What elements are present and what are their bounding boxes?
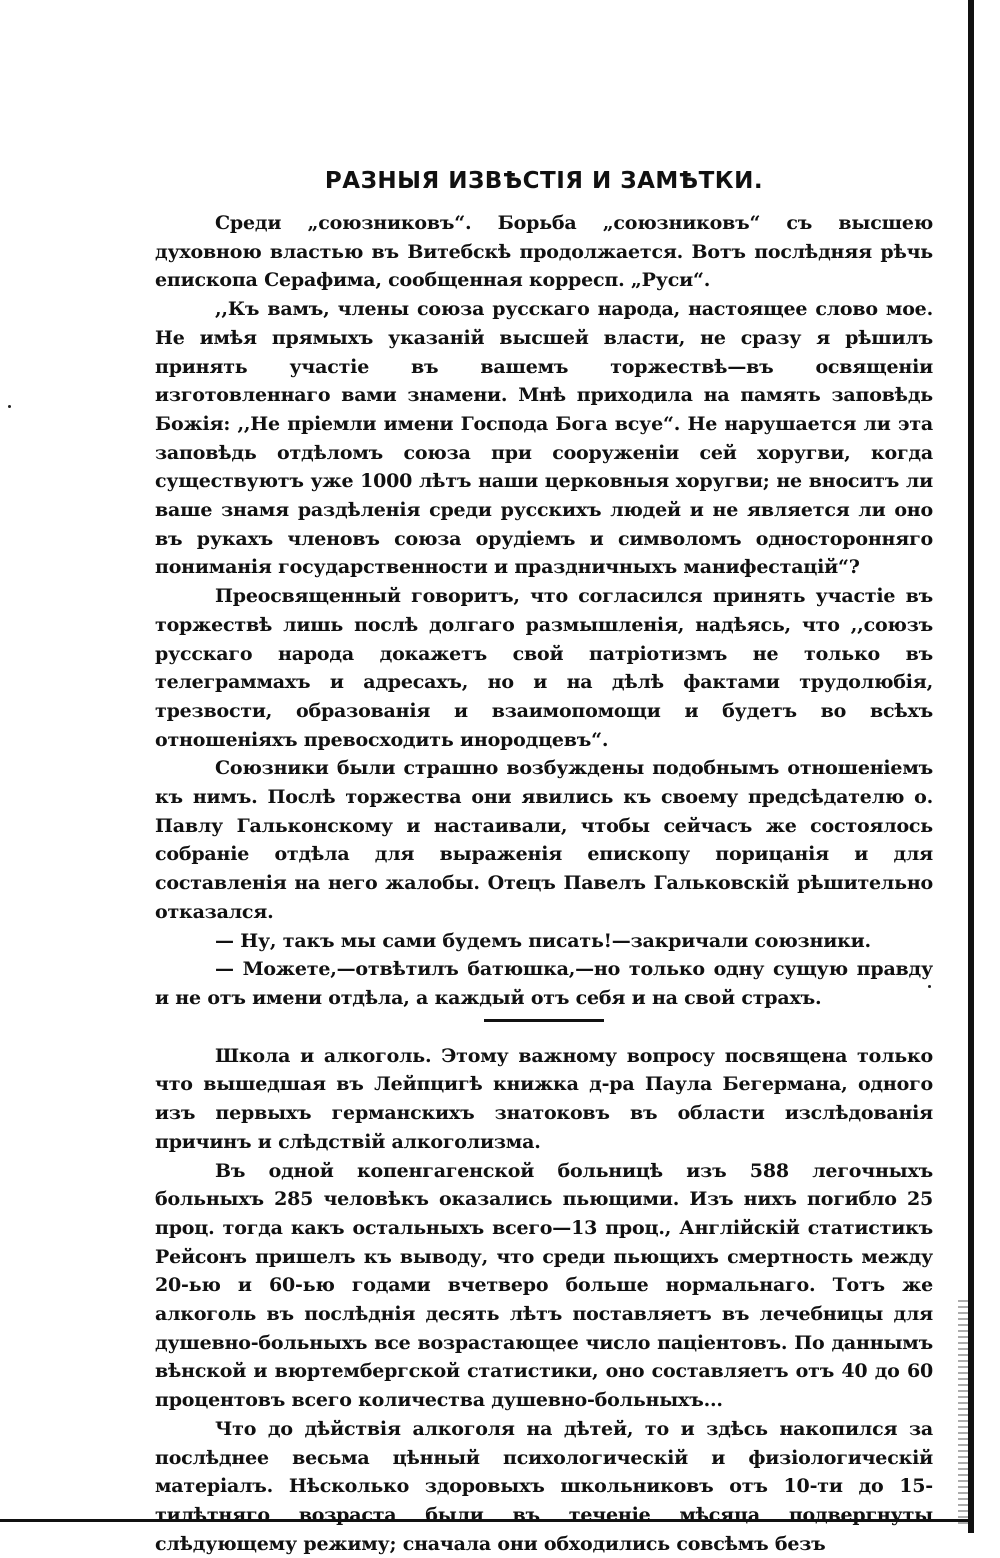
article-column xyxy=(155,165,933,1558)
section-divider xyxy=(484,1019,604,1022)
paragraph: ,,Къ вамъ, члены союза русскаго народа, настоящее слово мое. Не имѣя прямыхъ указаній высшей власти, не сразу я рѣшилъ принять участіе въ вашемъ торжествѣ—въ освященіи изготовленнаго вами знамени. Мнѣ приходила на память заповѣдь Божія: ,,Не пріемли имени Господа Бога всуе“. Не нарушается ли эта заповѣдь отдѣломъ союза при сооруженіи сей хоругви, когда существуютъ уже 1000 лѣтъ наши церковныя хоругви; не вноситъ ли ваше знамя раздѣленія среди русскихъ людей и не является ли оно въ рукахъ членовъ союза орудіемъ и символомъ односторонняго пониманія государственности и праздничныхъ манифестацій“? xyxy=(155,298,933,579)
paragraph: — Можете,—отвѣтилъ батюшка,—но только одну сущую правду и не отъ имени отдѣла, а каждый отъ себя и на свой страхъ. xyxy=(155,958,933,1009)
page-edge-rule xyxy=(968,0,974,1533)
paragraph: Школа и алкоголь. Этому важному вопросу посвящена только что вышедшая въ Лейпцигѣ книжка д-ра Паула Бегермана, одного изъ первыхъ германскихъ знатоковъ въ области изслѣдованія причинъ и слѣдствій алкоголизма. xyxy=(155,1044,933,1153)
paragraph: — Ну, такъ мы сами будемъ писать!—закричали союзники. xyxy=(215,929,871,952)
paragraph xyxy=(155,209,933,295)
paragraph: Что до дѣйствія алкоголя на дѣтей, то и здѣсь накопился за послѣднее весьма цѣнный психологическій и физіологическій матеріалъ. Нѣсколько здоровыхъ школьниковъ отъ 10-ти до 15-тилѣтняго возраста были въ теченіе мѣсяца подвергнуты слѣдующему режиму; сначала они обходились совсѣмъ безъ xyxy=(155,1417,933,1555)
page-title: РАЗНЫЯ ИЗВѢСТІЯ И ЗАМѢТКИ. xyxy=(324,168,764,194)
paragraph: Преосвященный говоритъ, что согласился принять участіе въ торжествѣ лишь послѣ долгаго размышленія, надѣясь, что ,,союзъ русскаго народа докажетъ свой патріотизмъ не только въ телеграммахъ и адресахъ, но и на дѣлѣ фактами трудолюбія, трезвости, образованія и взаимопомощи и будетъ во всѣхъ отношеніяхъ превосходить инородцевъ“. xyxy=(155,585,933,751)
paragraph: Союзники были страшно возбуждены подобнымъ отношеніемъ къ нимъ. Послѣ торжества они явились къ своему предсѣдателю о. Павлу Гальконскому и настаивали, чтобы сейчасъ же состоялось собраніе отдѣла для выраженія епископу порицанія и для составленія на него жалобы. Отецъ Павелъ Гальковскій рѣшительно отказался. xyxy=(155,757,933,923)
page-edge-shadow xyxy=(958,1300,968,1525)
paragraph-text: Борьба „союзниковъ“ съ высшею духовною властью въ Витебскѣ продолжается. Вотъ послѣдняя рѣчь епископа Серафима, сообщенная корресп. „Руси“. xyxy=(155,212,933,292)
paragraph-lead: Среди „союзниковъ“. xyxy=(215,212,472,234)
scan-speck xyxy=(8,405,11,408)
paragraph: Въ одной копенгагенской больницѣ изъ 588 легочныхъ больныхъ 285 человѣкъ оказались пьющими. Изъ нихъ погибло 25 проц. тогда какъ остальныхъ всего—13 проц., Англійскій статистикъ Рейсонъ пришелъ къ выводу, что среди пьющихъ смертность между 20-ью и 60-ью годами вчетверо больше нормальнаго. Тотъ же алкоголь въ послѣднія десять лѣтъ поставляетъ въ лечебницы для душевно-больныхъ все возрастающее число паціентовъ. По даннымъ вѣнской и вюртембергской статистики, оно составляетъ отъ 40 до 60 процентовъ всего количества душевно-больныхъ... xyxy=(155,1159,933,1412)
